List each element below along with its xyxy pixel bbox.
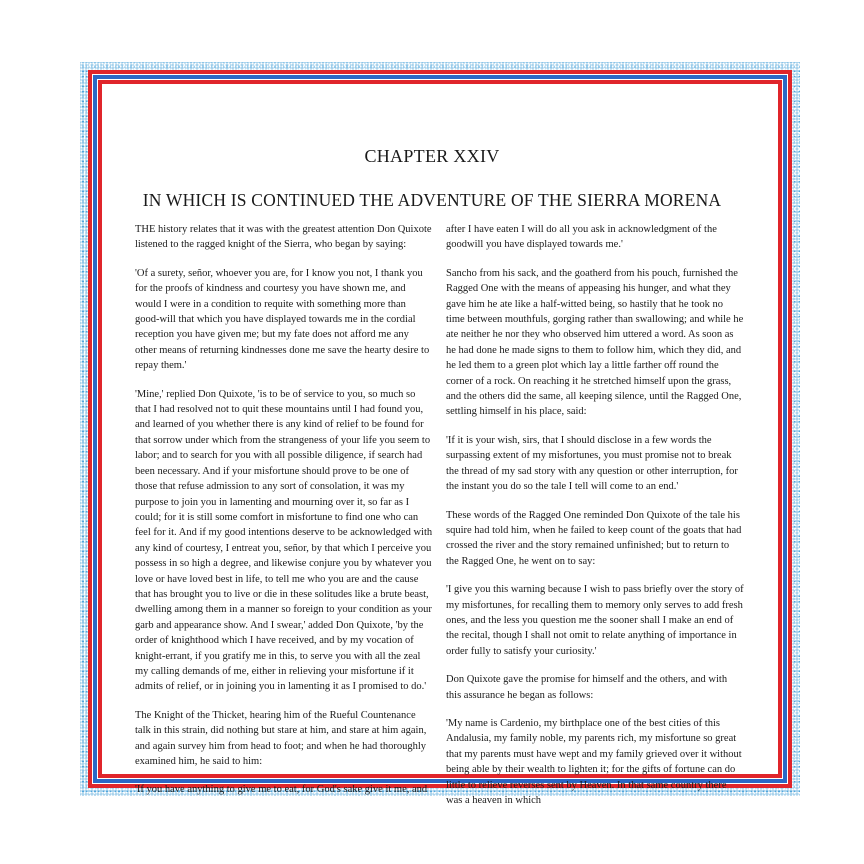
right-column xyxy=(446,222,744,808)
paragraph: 'If it is your wish, sirs, that I should disclose in a few words the surpassing extent of my misfortunes, you must promise not to break the thread of my sad story with any question or other interruption, for the instant you do so the tale I tell will come to an end.' xyxy=(446,434,738,493)
paragraph: Don Quixote gave the promise for himself and the others, and with this assurance he began as follows: xyxy=(446,674,728,701)
paragraph: Sancho from his sack, and the goatherd from his pouch, furnished the Ragged One with the means of appeasing his hunger, and what they gave him he ate like a half-witted being, so hastily that he took no time between mouthfuls, gorging rather than swallowing; and while he ate neither he nor they who observed him uttered a word. As soon as he had done he made signs to them to follow him, which they did, and he led them to a green plot which lay a little farther off round the corner of a rock. On reaching it he stretched himself upon the grass, and the others did the same, all keeping silence, until the Ragged One, settling himself in his place, said: xyxy=(446,267,744,418)
paragraph: 'My name is Cardenio, my birthplace one of the best cities of this Andalusia, my family noble, my parents rich, my misfortune so great that my parents must have wept and my family grieved over it without being able by their wealth to lighten it; for the gifts of fortune can do little to relieve reverses sent by Heaven. In that same country there was a heaven in which xyxy=(446,717,742,806)
paragraph: 'I give you this warning because I wish to pass briefly over the story of my misfortunes, for recalling them to memory only serves to add fresh ones, and the less you question me the sooner shall I make an end of the recital, though I shall not omit to relate anything of importance in order fully to satisfy your curiosity.' xyxy=(446,584,744,657)
paragraph: after I have eaten I will do all you ask in acknowledgment of the goodwill you have displayed towards me.' xyxy=(446,224,717,251)
paragraph: 'If you have anything to give me to eat, for God's sake give it me, and xyxy=(135,784,428,796)
paragraph: THE history relates that it was with the greatest attention Don Quixote listened to the ragged knight of the Sierra, who began by saying: xyxy=(135,224,432,251)
left-column xyxy=(135,222,433,798)
paragraph: 'Mine,' replied Don Quixote, 'is to be of service to you, so much so that I had resolved not to quit these mountains until I had found you, and learned of you whether there is any kind of relief to be found for that sorrow under which from the strangeness of your life you seem to labor; and to search for you with all possible diligence, if search had been necessary. And if your misfortune should prove to be one of those that refuse admission to any sort of consolation, it was my purpose to join you in lamenting and mourning over it, so far as I could; for it is still some comfort in misfortune to find one who can feel for it. And if my good intentions deserve to be acknowledged with any kind of courtesy, I entreat you, señor, by that which I perceive you possess in so high a degree, and likewise conjure you by whatever you love or have loved best in life, to tell me who you are and the cause that has brought you to live or die in these solitudes like a brute beast, dwelling among them in a manner so foreign to your condition as your garb and appearance show. And I swear,' added Don Quixote, 'by the order of knighthood which I have received, and by my vocation of knight-errant, if you gratify me in this, to serve you with all the zeal my calling demands of me, either in relieving your misfortune if it admits of relief, or in joining you in lamenting it as I promised to do.' xyxy=(135,388,433,693)
chapter-heading: CHAPTER XXIV xyxy=(364,146,500,166)
chapter-title: IN WHICH IS CONTINUED THE ADVENTURE OF THE SIERRA MORENA xyxy=(142,190,722,210)
paragraph: 'Of a surety, señor, whoever you are, for I know you not, I thank you for the proofs of kindness and courtesy you have shown me, and would I were in a condition to requite with something more than good-will that which you have displayed towards me in the cordial reception you have given me; but my fate does not afford me any other means of returning kindnesses done me save the hearty desire to repay them.' xyxy=(135,267,430,372)
paragraph: These words of the Ragged One reminded Don Quixote of the tale his squire had told him, when he failed to keep count of the goats that had crossed the river and the story remained unfinished; but to return to the Ragged One, he went on to say: xyxy=(446,509,742,567)
paragraph: The Knight of the Thicket, hearing him of the Rueful Countenance talk in this strain, did nothing but stare at him, and stare at him again, and again survey him from head to foot; and when he had thoroughly examined him, he said to him: xyxy=(135,709,427,767)
